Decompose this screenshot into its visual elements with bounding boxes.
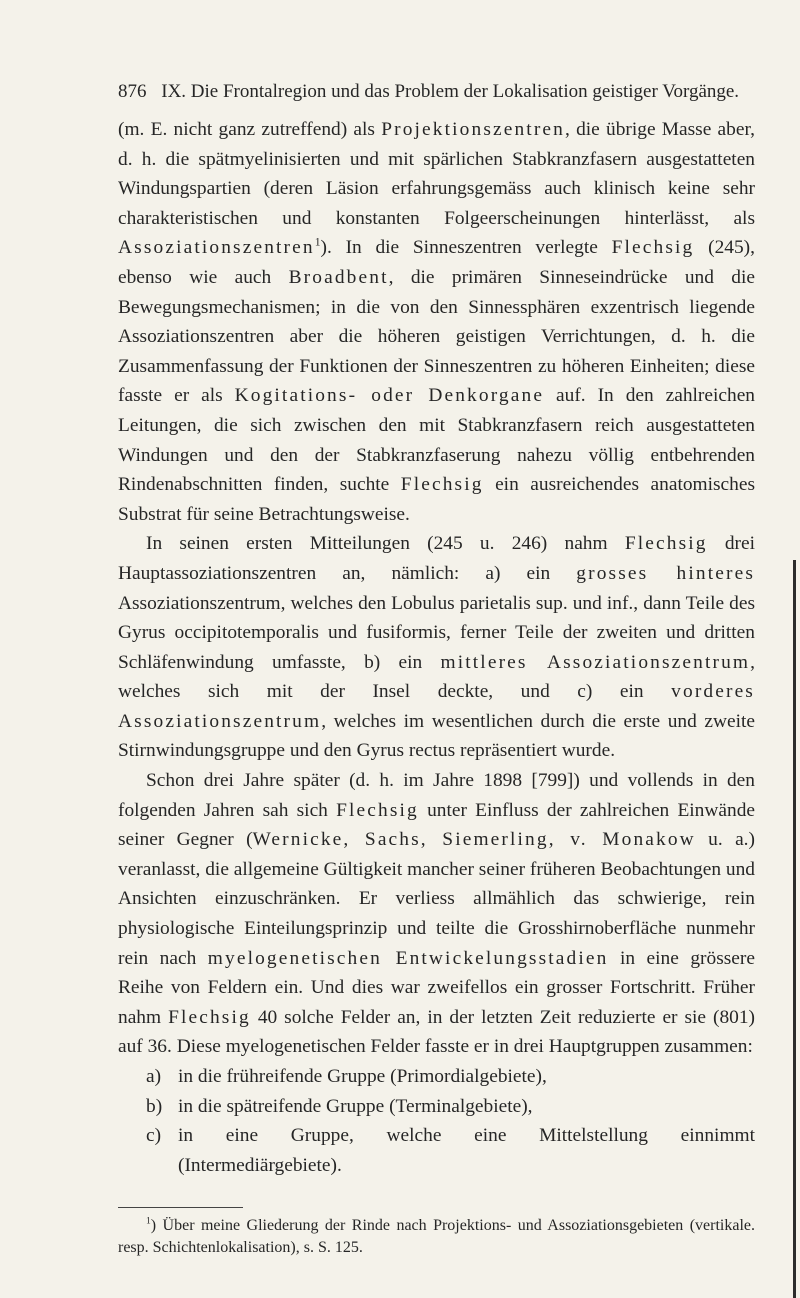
list-text: in die spätreifende Gruppe (Terminalgebiete), [178, 1095, 533, 1117]
text-run: ein ausreichendes anatomisches Substrat für seine Betrachtungsweise. [118, 474, 755, 525]
author-name: Flechsig [624, 533, 708, 555]
text-run: , welches sich mit der Insel deckte, und c) ein [118, 651, 755, 703]
spaced-term: Kogitations- oder Denkorgane [234, 385, 545, 407]
text-run: auf. In den zahlreichen Leitungen, die sich zwischen den mit Stabkranzfasern reich ausgestatteten Windungen und den der Stabkranzfaserung nahezu völlig entbehrenden Rindenabschnitten finden, suchte [118, 385, 755, 496]
author-names: Wernicke, Sachs, Siemerling, v. Monakow [252, 829, 696, 851]
text-run: , die übrige Masse aber, d. h. die spätmyelinisierten und mit spärlichen Stabkranzfasern ausgestatteten Windungspartien (deren Läsion erfahrungsgemäss auch klinisch keine sehr charakteristischen und konstanten Folgeerscheinungen hinterlässt, als [118, 119, 755, 229]
text-run: (m. E. nicht ganz zutreffend) als [118, 119, 382, 140]
page-number: 876 [118, 81, 147, 102]
text-run: in eine grössere Reihe von Feldern ein. Und dies war zweifellos ein grosser Fortschritt. Früher nahm [118, 947, 755, 1028]
footnote [118, 1215, 755, 1259]
running-header [118, 78, 748, 106]
spaced-term: vorderes Assoziationszentrum [118, 681, 755, 732]
text-run: 40 solche Felder an, in der letzten Zeit reduzierte er sie (801) auf 36. Diese myelogenetischen Felder fasste er in drei Hauptgruppen zusammen: [118, 1006, 755, 1058]
footnote-reference[interactable]: 1 [314, 235, 321, 249]
group-list [118, 1062, 755, 1180]
list-text: in eine Gruppe, welche eine Mittelstellung einnimmt (Intermediärgebiete). [178, 1125, 755, 1176]
list-text: in die frühreifende Gruppe (Primordialgebiete), [178, 1066, 547, 1087]
list-item [118, 1121, 755, 1180]
text-run: ). In die Sinneszentren verlegte [320, 237, 612, 259]
text-run: drei Hauptassoziationszentren an, nämlich: a) ein [118, 533, 755, 584]
text-run: Assoziationszentrum, welches den Lobulus parietalis sup. und inf., dann Teile des Gyrus occipitotemporalis und fusiformis, ferner Teile der zweiten und dritten Schläfenwindung umfasste, b) ein [118, 592, 755, 673]
text-run: Schon drei Jahre später (d. h. im Jahre 1898 [799]) und vollends in den folgenden Jahren sah sich [118, 770, 755, 821]
spaced-term: grosses hinteres [576, 562, 755, 584]
running-title: IX. Die Frontalregion und das Problem der Lokalisation geistiger Vorgänge. [161, 81, 740, 102]
list-label: c) [146, 1125, 162, 1147]
body-text [118, 115, 755, 1180]
author-name: Flechsig [611, 237, 695, 259]
text-run: , welches im wesentlichen durch die erste und zweite Stirnwindungsgruppe und den Gyrus rectus repräsentiert wurde. [118, 710, 755, 762]
author-name: Flechsig [400, 474, 484, 496]
list-item [118, 1092, 755, 1122]
text-run: (245), ebenso wie auch [118, 237, 755, 288]
text-run: In seinen ersten Mitteilungen (245 u. 246) nahm [146, 533, 625, 555]
author-name: Broadbent [288, 266, 389, 288]
spaced-term: mittleres Assoziationszentrum [440, 651, 751, 673]
author-name: Flechsig [168, 1006, 251, 1028]
spaced-term: myelogenetischen Entwickelungsstadien [207, 947, 609, 969]
text-run: , die primären Sinneseindrücke und die Bewegungsmechanismen; in die von den Sinnessphären exzentrisch liegende Assoziationszentren aber die höheren geistigen Verrichtungen, d. h. die Zusammenfassung der Funktionen der Sinneszentren zu höheren Einheiten; diese fasste er als [118, 266, 755, 407]
page-edge-shadow [793, 560, 796, 1298]
spaced-term: Assoziationszentren [118, 237, 315, 259]
footnote-mark: 1 [146, 1215, 151, 1227]
list-item [118, 1062, 755, 1092]
footnote-text: ) Über meine Gliederung der Rinde nach Projektions- und Assoziationsgebieten (vertikale. resp. Schichtenlokalisation), s. S. 125. [118, 1217, 755, 1256]
text-run: unter Einfluss der zahlreichen Einwände seiner Gegner ( [118, 799, 755, 851]
paragraph [118, 529, 755, 766]
footnote-divider [118, 1207, 243, 1208]
paragraph [118, 766, 755, 1062]
list-label: b) [146, 1095, 163, 1117]
spaced-term: Projektionszentren [381, 119, 565, 140]
text-run: u. a.) veranlasst, die allgemeine Gültigkeit mancher seiner früheren Beobachtungen und Ansichten einzuschränken. Er verliess allmählich das schwierige, rein physiologische Einteilungsprinzip und teilte die Grosshirnoberfläche nunmehr rein nach [118, 829, 755, 969]
paragraph [118, 115, 755, 529]
list-label: a) [146, 1066, 162, 1087]
author-name: Flechsig [336, 799, 419, 821]
